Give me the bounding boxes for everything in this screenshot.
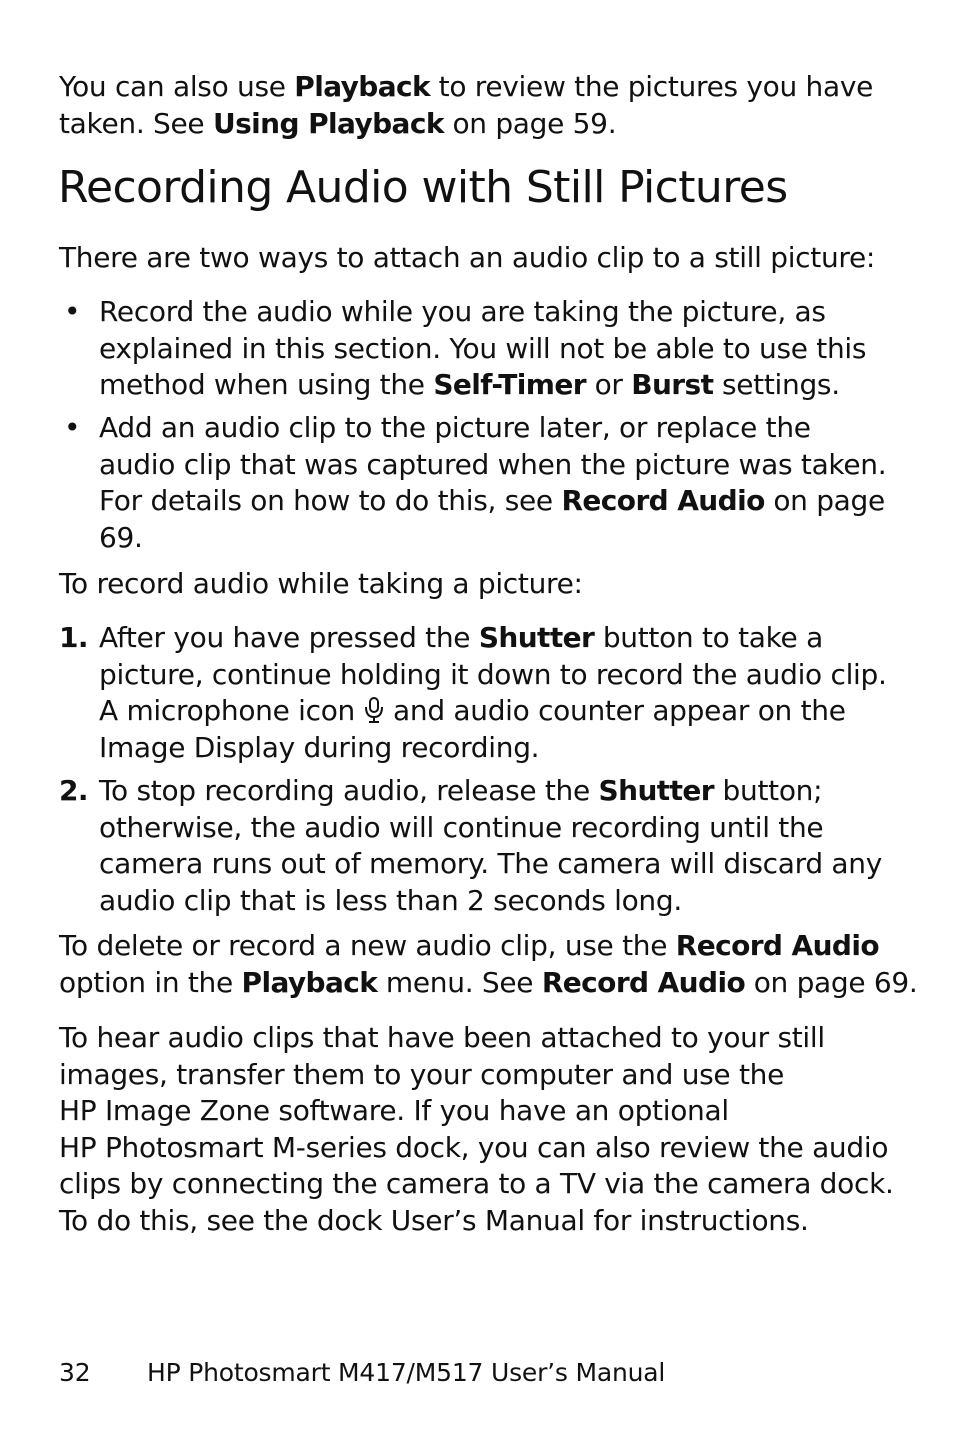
lead-paragraph: There are two ways to attach an audio clip to a still picture: (59, 241, 876, 274)
bullet-marker: • (64, 411, 81, 444)
intro-playback-term: Playback (294, 70, 431, 103)
page-number: 32 (59, 1358, 91, 1387)
bullet-text: Record the audio while you are taking the picture, as explained in this section. You will not be able to use this method when using the Self-Timer or Burst settings. (99, 295, 867, 401)
step-item (59, 620, 889, 766)
bullet-text: Add an audio clip to the picture later, or replace the audio clip that was captured when the picture was taken. For details on how to do this, see Record Audio on page 69. (99, 411, 887, 554)
intro-text: to review the pictures you have taken. See (59, 70, 874, 140)
step-number: 2. (59, 774, 88, 807)
bullet-marker: • (64, 295, 81, 328)
bullet-item (59, 294, 889, 404)
hear-audio-paragraph: To hear audio clips that have been attached to your still images, transfer them to your computer and use the HP Image Zone software. If you have an optional HP Photosmart M-series dock, you can also review the audio clips by connecting the camera to a TV via the camera dock. To do this, see the dock User’s Manual for instructions. (59, 1021, 894, 1237)
intro-text: You can also use (59, 70, 295, 103)
microphone-icon (359, 696, 389, 724)
bullet-item (59, 410, 889, 556)
step-item (59, 773, 889, 919)
self-timer-term: Self-Timer (433, 368, 586, 401)
intro-using-playback-term: Using Playback (212, 106, 444, 140)
shutter-term: Shutter (598, 774, 714, 807)
section-heading: Recording Audio with Still Pictures (58, 162, 788, 213)
playback-term: Playback (241, 965, 378, 999)
manual-title: HP Photosmart M417/M517 User’s Manual (147, 1358, 666, 1387)
step-number: 1. (59, 621, 88, 654)
delete-paragraph: To delete or record a new audio clip, use the Record Audio option in the Playback menu. See Record Audio on page 69. (59, 929, 918, 999)
record-audio-term: Record Audio (541, 965, 746, 999)
record-audio-term: Record Audio (675, 929, 879, 962)
step-text: To stop recording audio, release the Shutter button; otherwise, the audio will continue recording until the camera runs out of memory. The camera will discard any audio clip that is less than 2 seconds long. (99, 774, 882, 917)
shutter-term: Shutter (478, 621, 595, 654)
intro-text: on page 59. (443, 106, 617, 140)
intro-paragraph (59, 69, 879, 142)
burst-term: Burst (631, 368, 714, 401)
record-audio-term: Record Audio (561, 484, 765, 517)
step-text: After you have pressed the Shutter button to take a picture, continue holding it down to record the audio clip. A microphone icon and audio counter appear on the Image Display during recording. (99, 621, 887, 764)
record-intro-paragraph: To record audio while taking a picture: (59, 567, 583, 600)
